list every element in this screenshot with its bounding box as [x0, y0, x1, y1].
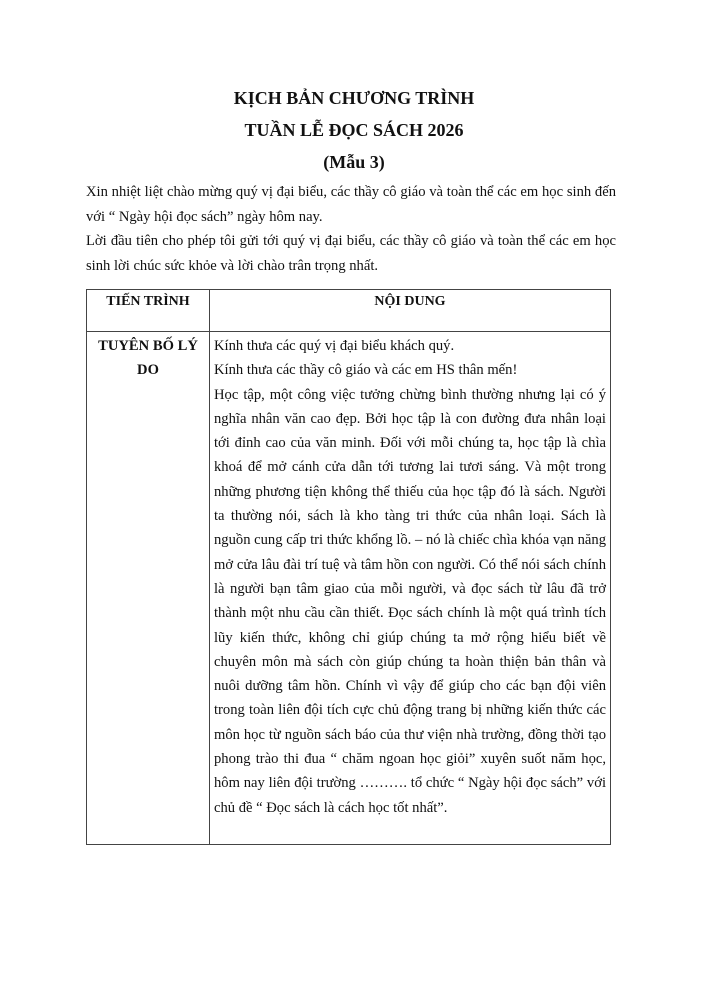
- program-table: [86, 289, 611, 845]
- column-header-stage: TIẾN TRÌNH: [87, 290, 210, 332]
- content-paragraph: Học tập, một công việc tưởng chừng bình thường nhưng lại có ý nghĩa nhân văn cao đẹp. Bởi học tập là con đường đưa nhân loại tới đỉnh cao của văn minh. Đối với mỗi chúng ta, học tập là chìa khoá để mở cánh cửa dẫn tới tương lai tươi sáng. Và một trong những phương tiện không thể thiếu của học tập đó là sách. Người ta thường nói, sách là kho tàng tri thức của nhân loại. Sách là nguồn cung cấp tri thức khổng lồ. – nó là chiếc chìa khóa vạn năng mở cửa lâu đài trí tuệ và tâm hồn con người. Có thể nói sách chính là người bạn tâm giao của mỗi người, và đọc sách từ lâu đã trở thành một nhu cầu cần thiết. Đọc sách chính là một quá trình tích lũy kiến thức, không chỉ giúp chúng ta mở rộng hiểu biết về chuyên môn mà sách còn giúp chúng ta hoàn thiện bản thân và nuôi dưỡng tâm hồn. Chính vì vậy để giúp cho các bạn đội viên trong toàn liên đội tích cực chủ động trang bị những kiến thức các môn học từ nguồn sách báo của thư viện nhà trường, đồng thời tạo phong trào thi đua “ chăm ngoan học giỏi” xuyên suốt năm học, hôm nay liên đội trường ………. tổ chức “ Ngày hội đọc sách” với chủ đề “ Đọc sách là cách học tốt nhất”.: [214, 386, 606, 816]
- document-title-line1: KỊCH BẢN CHƯƠNG TRÌNH: [233, 88, 475, 108]
- table-header-row: [87, 290, 611, 332]
- content-line: Kính thưa các thầy cô giáo và các em HS thân mến!: [214, 362, 518, 379]
- table-row: [87, 332, 611, 845]
- document-title-line2: TUẦN LỄ ĐỌC SÁCH 2026: [244, 120, 464, 140]
- intro-paragraph: Xin nhiệt liệt chào mừng quý vị đại biểu, các thầy cô giáo và toàn thể các em học sinh đến với “ Ngày hội đọc sách” ngày hôm nay.: [86, 184, 616, 225]
- intro-paragraph: Lời đầu tiên cho phép tôi gửi tới quý vị đại biểu, các thầy cô giáo và toàn thể các em học sinh lời chúc sức khỏe và lời chào trân trọng nhất.: [86, 233, 616, 274]
- content-line: Kính thưa các quý vị đại biểu khách quý.: [214, 338, 455, 354]
- stage-cell: TUYÊN BỐ LÝ DO: [87, 332, 210, 845]
- content-cell: [210, 332, 611, 845]
- column-header-content: NỘI DUNG: [210, 290, 611, 332]
- document-subtitle: (Mẫu 3): [323, 152, 385, 172]
